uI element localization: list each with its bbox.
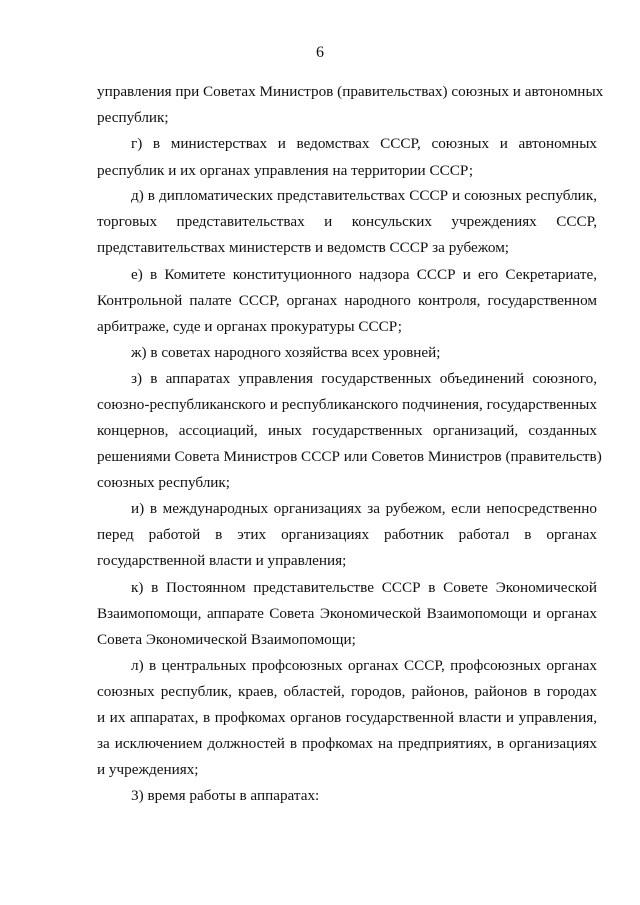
text-line: Совета Экономической Взаимопомощи; bbox=[97, 631, 356, 648]
text-line: г) в министерствах и ведомствах СССР, союзных и автономных bbox=[131, 135, 597, 152]
text-line: перед работой в этих организациях работник работал в органах bbox=[97, 526, 597, 543]
text-line: 3) время работы в аппаратах: bbox=[131, 787, 320, 804]
text-line: к) в Постоянном представительстве СССР в Совете Экономической bbox=[131, 579, 597, 596]
text-line: государственной власти и управления; bbox=[97, 552, 347, 569]
text-line: и учреждениях; bbox=[97, 761, 199, 778]
text-line: и) в международных организациях за рубежом, если непосредственно bbox=[131, 500, 597, 517]
text-line: союзных республик, краев, областей, городов, районов, районов в городах bbox=[97, 683, 597, 700]
text-line: ж) в советах народного хозяйства всех уровней; bbox=[131, 344, 441, 361]
text-line: Контрольной палате СССР, органах народного контроля, государственном bbox=[97, 292, 597, 309]
text-line: Взаимопомощи, аппарате Совета Экономической Взаимопомощи и органах bbox=[97, 605, 597, 622]
text-line: представительствах министерств и ведомств СССР за рубежом; bbox=[97, 239, 510, 256]
text-line: арбитраже, суде и органах прокуратуры СССР; bbox=[97, 318, 403, 335]
text-line: управления при Советах Министров (правительствах) союзных и автономных bbox=[97, 83, 604, 100]
text-line: республик и их органах управления на территории СССР; bbox=[97, 162, 474, 179]
page-number: 6 bbox=[316, 44, 324, 61]
text-line: л) в центральных профсоюзных органах СССР, профсоюзных органах bbox=[131, 657, 597, 674]
text-line: и их аппаратах, в профкомах органов государственной власти и управления, bbox=[97, 709, 597, 726]
text-line: д) в дипломатических представительствах СССР и союзных республик, bbox=[131, 187, 597, 204]
text-line: концернов, ассоциаций, иных государственных организаций, созданных bbox=[97, 422, 597, 439]
text-line: торговых представительствах и консульских учреждениях СССР, bbox=[97, 213, 597, 230]
text-line: за исключением должностей в профкомах на предприятиях, в организациях bbox=[97, 735, 597, 752]
text-line: е) в Комитете конституционного надзора СССР и его Секретариате, bbox=[131, 266, 597, 283]
text-line: з) в аппаратах управления государственных объединений союзного, bbox=[131, 370, 597, 387]
text-line: республик; bbox=[97, 109, 169, 126]
text-line: решениями Совета Министров СССР или Советов Министров (правительств) bbox=[97, 448, 602, 465]
text-line: союзных республик; bbox=[97, 474, 231, 491]
text-line: союзно-республиканского и республиканского подчинения, государственных bbox=[97, 396, 597, 413]
